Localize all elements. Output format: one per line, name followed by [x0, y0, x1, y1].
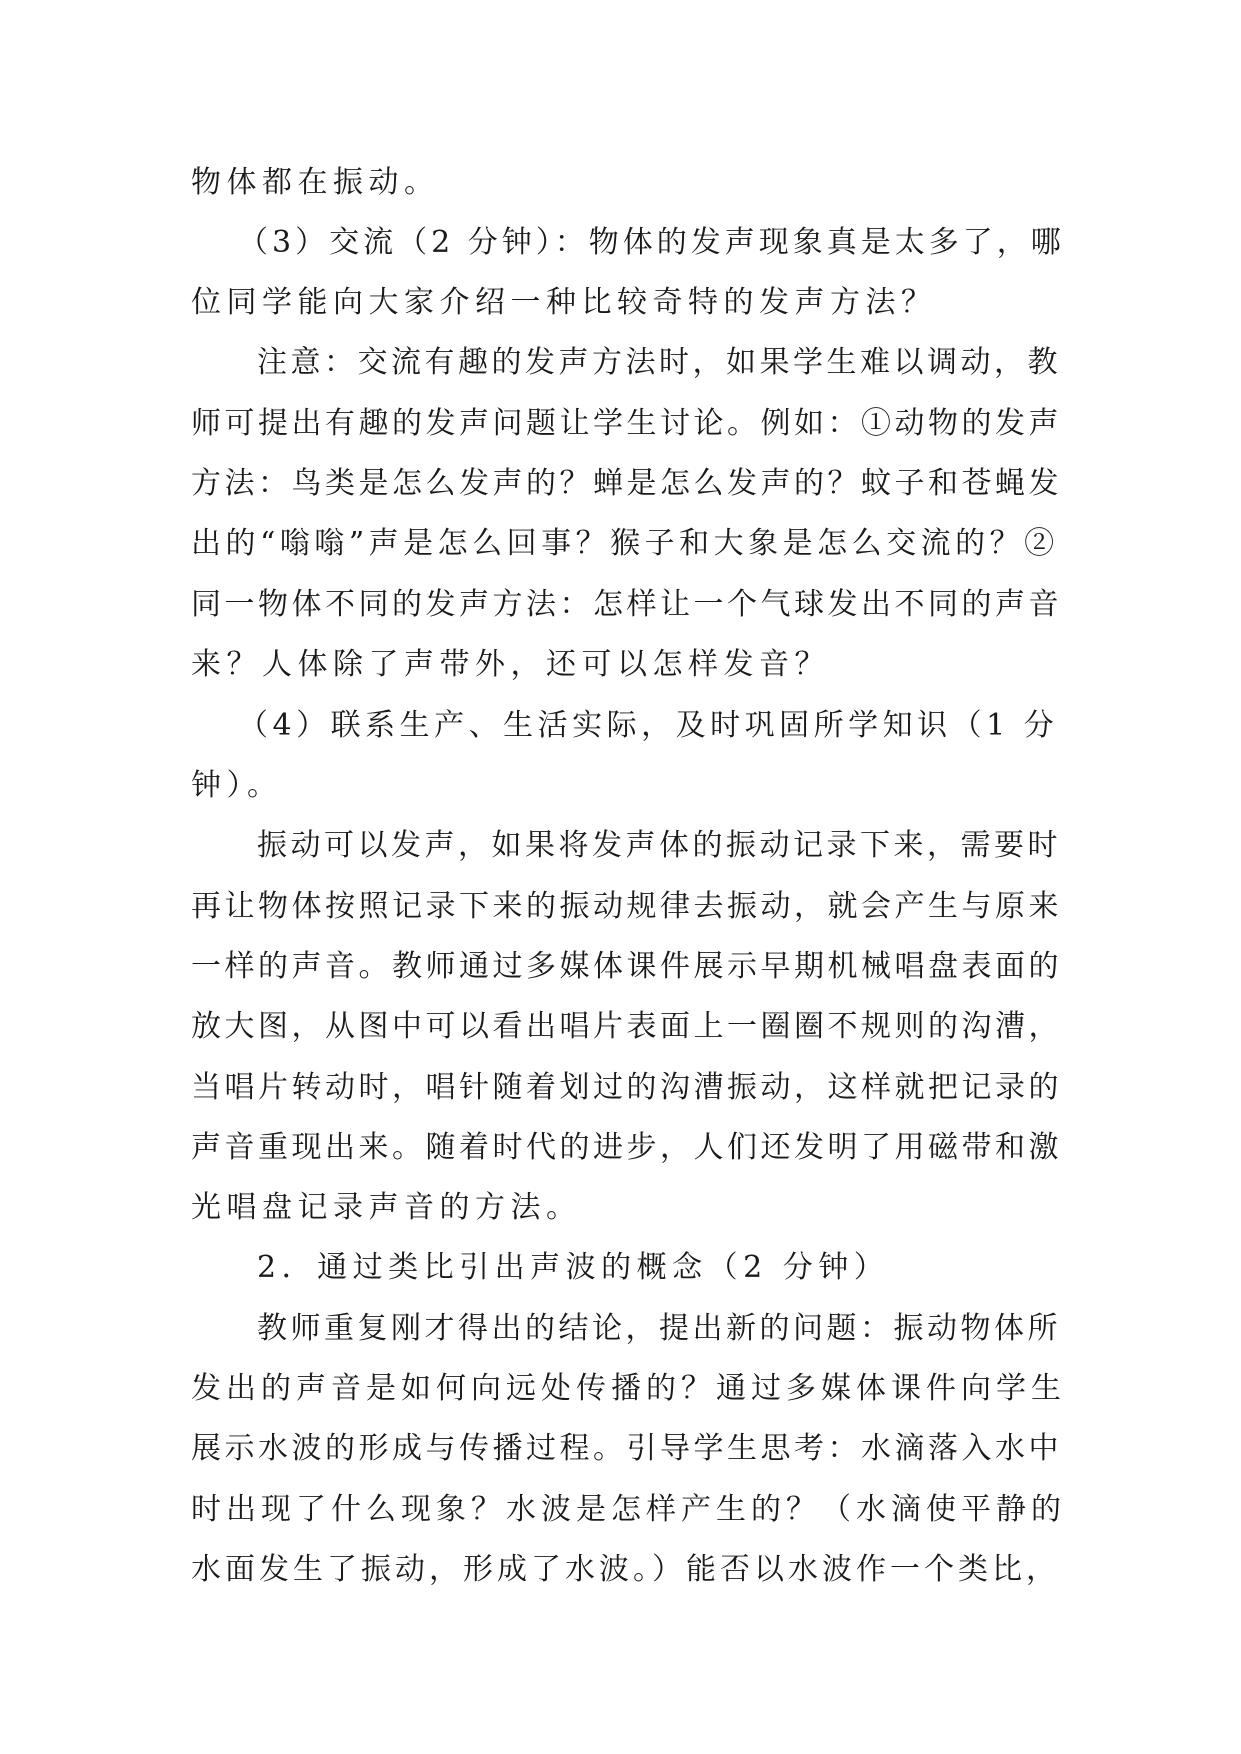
text-line: 水面发生了振动，形成了水波。）能否以水波作一个类比， [191, 1552, 1060, 1587]
text-line: 方法：鸟类是怎么发声的？蝉是怎么发声的？蚊子和苍蝇发 [191, 466, 1062, 501]
text-line: 一样的声音。教师通过多媒体课件展示早期机械唱盘表面的 [191, 949, 1062, 984]
text-line: 钟）。 [191, 768, 283, 803]
text-line: 时出现了什么现象？水波是怎样产生的？（水滴使平静的 [191, 1492, 1066, 1527]
text-line: 教师重复刚才得出的结论，提出新的问题：振动物体所 [257, 1311, 1061, 1346]
text-line: 放大图，从图中可以看出唱片表面上一圈圈不规则的沟漕， [191, 1009, 1062, 1044]
text-line: 声音重现出来。随着时代的进步，人们还发明了用磁带和激 [191, 1130, 1062, 1165]
text-line: 同一物体不同的发声方法：怎样让一个气球发出不同的声音 [191, 587, 1062, 622]
text-line: 位同学能向大家介绍一种比较奇特的发声方法？ [191, 285, 937, 320]
text-line: （4）联系生产、生活实际，及时巩固所学知识（1 分 [238, 708, 1059, 743]
text-line: 光唱盘记录声音的方法。 [191, 1190, 582, 1225]
text-line: 当唱片转动时，唱针随着划过的沟漕振动，这样就把记录的 [191, 1070, 1062, 1105]
text-line: 展示水波的形成与传播过程。引导学生思考：水滴落入水中 [191, 1431, 1062, 1466]
text-line: 注意：交流有趣的发声方法时，如果学生难以调动，教 [257, 345, 1061, 380]
text-line: 发出的声音是如何向远处传播的？通过多媒体课件向学生 [191, 1371, 1066, 1406]
text-line: 2．通过类比引出声波的概念（2 分钟） [257, 1250, 890, 1285]
text-line: 师可提出有趣的发声问题让学生讨论。例如：①动物的发声 [191, 406, 1062, 441]
text-line: 来？人体除了声带外，还可以怎样发音？ [191, 647, 830, 682]
text-line: 出的“嗡嗡”声是怎么回事？猴子和大象是怎么交流的？② [191, 526, 1059, 561]
text-line: 物体都在振动。 [191, 165, 440, 200]
text-line: （3）交流（2 分钟）：物体的发声现象真是太多了，哪 [238, 225, 1065, 260]
text-line: 振动可以发声，如果将发声体的振动记录下来，需要时 [257, 828, 1061, 863]
text-line: 再让物体按照记录下来的振动规律去振动，就会产生与原来 [191, 889, 1062, 924]
